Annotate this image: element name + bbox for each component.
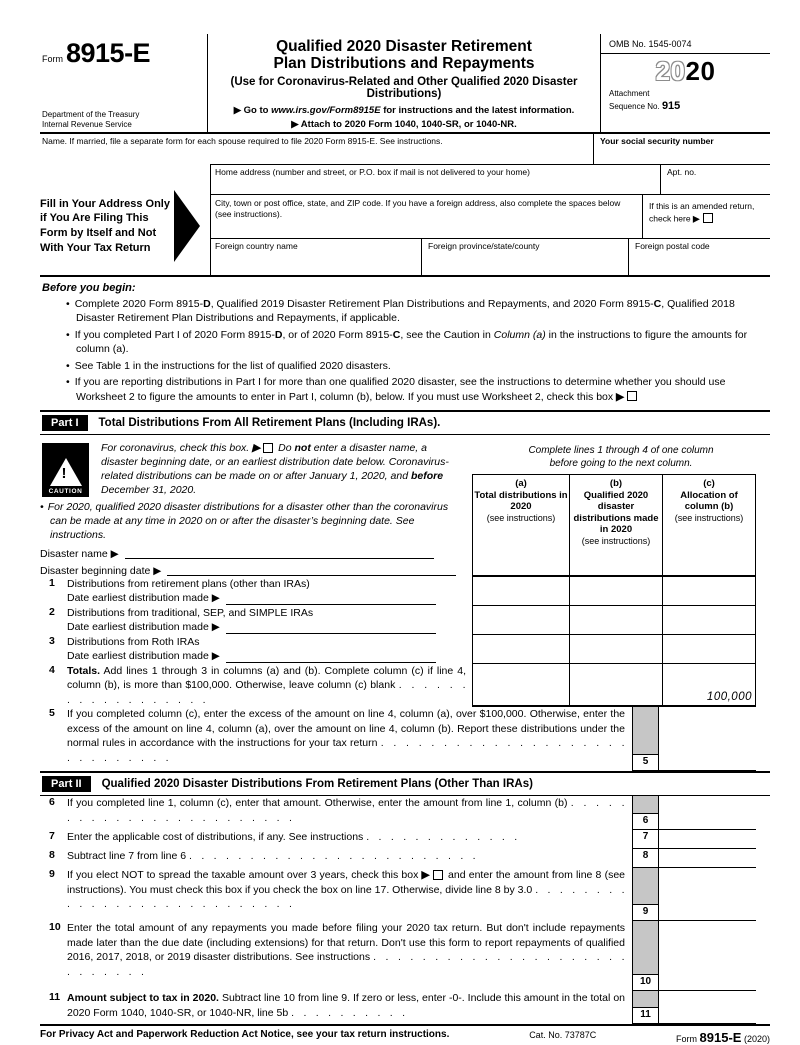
attachment-sequence: Attachment Sequence No. 915: [609, 89, 681, 113]
complete-columns-note: Complete lines 1 through 4 of one column before going to the next column.: [528, 445, 714, 470]
line7-text: Enter the applicable cost of distributions, if any. See instructions: [67, 831, 367, 844]
line3-col-a-cell[interactable]: [472, 635, 569, 664]
before-heading: Before you begin:: [42, 281, 136, 294]
line11-box-number: 11: [633, 1007, 658, 1023]
form-header: [40, 34, 770, 134]
line2-col-c-cell[interactable]: [662, 606, 756, 635]
line4-number: 4: [49, 663, 55, 676]
line9-text: If you elect NOT to spread the taxable amount over 3 years, check this box ▶ and enter the amount from line 8 (see instructions). You must check this box if you check the box on line 17. Otherwise, divide line 8 by 3.0: [67, 869, 625, 896]
line10-text: Enter the total amount of any repayments you made before filing your 2020 tax return. But don't include repayments made later than the due date (including extensions) for that return. Don't use this form to report repayments of qualified 2016, 2017, 2018, or 2019 disaster distributions. See instructions: [67, 922, 625, 964]
line4-col-b-cell[interactable]: [569, 664, 662, 707]
home-address-field[interactable]: Home address (number and street, or P.O. box if mail is not delivered to your home): [215, 166, 530, 177]
tax-year: 2020: [655, 56, 716, 86]
form-title: Qualified 2020 Disaster Retirement Plan Distributions and Repayments: [273, 38, 535, 73]
line9-shaded-cell: [633, 868, 658, 904]
foreign-country-field[interactable]: Foreign country name: [215, 240, 298, 251]
line1-text: Distributions from retirement plans (other than IRAs): [67, 577, 310, 590]
line2-col-a-cell[interactable]: [472, 606, 569, 635]
apt-no-field[interactable]: Apt. no.: [660, 165, 770, 194]
disaster-date-label: Disaster beginning date ▶: [40, 564, 162, 577]
line6-number: 6: [49, 796, 55, 809]
line3-col-b-cell[interactable]: [569, 635, 662, 664]
form-number-block: [40, 34, 208, 132]
line4-col-a-cell[interactable]: [472, 664, 569, 707]
privacy-notice: For Privacy Act and Paperwork Reduction Act Notice, see your tax return instructions.: [40, 1029, 450, 1041]
line8-box-number: 8: [642, 850, 649, 862]
address-sidebar-text: Fill in Your Address Only if You Are Filing This Form by Itself and Not With Your Tax Return: [40, 197, 170, 255]
line11-row: [40, 991, 770, 1024]
caution-icon: ! CAUTION: [42, 443, 89, 497]
line10-row: [40, 921, 770, 991]
line3-row: [40, 635, 770, 664]
line7-amount-cell[interactable]: [659, 830, 756, 849]
line2-date-label: Date earliest distribution made ▶: [67, 621, 220, 634]
name-field[interactable]: Name. If married, file a separate form for each spouse required to file 2020 Form 8915-E. See instructions.: [42, 135, 443, 146]
line11-number: 11: [49, 991, 61, 1004]
worksheet2-checkbox[interactable]: [627, 391, 637, 401]
omb-block: [600, 34, 770, 132]
line1-date-label: Date earliest distribution made ▶: [67, 592, 220, 605]
line5-amount-cell[interactable]: [659, 707, 756, 771]
line4-col-c-value[interactable]: 100,000: [662, 664, 756, 707]
part1-title: Total Distributions From All Retirement Plans (Including IRAs).: [98, 417, 441, 430]
line9-amount-cell[interactable]: [659, 868, 756, 921]
line5-number: 5: [49, 707, 55, 720]
coronavirus-caution-text: For coronavirus, check this box. ▶ Do not enter a disaster name, a disaster beginning date, or an earliest distribution date below. Coronavirus-related distributions can be made on or after January 1, 2020, and before December 31, 2020.: [101, 442, 449, 496]
name-row: [40, 134, 770, 164]
line8-text: Subtract line 7 from line 6: [67, 850, 189, 863]
right-arrow-icon: [174, 190, 200, 262]
line10-shaded-cell: [633, 921, 658, 974]
attach-line: ▶ Attach to 2020 Form 1040, 1040-SR, or 1040-NR.: [291, 118, 517, 130]
line2-date-input[interactable]: [226, 622, 436, 634]
line11-dot-leader: . . . . . . . . . .: [291, 1006, 406, 1019]
line1-col-b-cell[interactable]: [569, 577, 662, 606]
sequence-number: 915: [661, 100, 681, 113]
part1-header: [40, 410, 770, 435]
before-bullet-3: • See Table 1 in the instructions for the list of qualified 2020 disasters.: [42, 359, 770, 373]
line3-date-input[interactable]: [226, 651, 436, 663]
line9-box-number: 9: [633, 904, 658, 920]
line10-box-number: 10: [633, 974, 658, 990]
line7-row: [40, 830, 770, 849]
column-headers: [472, 474, 756, 577]
line6-amount-cell[interactable]: [659, 796, 756, 830]
line5-text: If you completed column (c), enter the excess of the amount on line 4, column (a), over $100,000. Otherwise, enter the excess of the amount on line 4, column (a), over the amount on line 4, column (b). Report these distributions under the normal rules in accordance with the instructions for your tax return: [67, 708, 625, 750]
goto-instructions-line: ▶ Go to www.irs.gov/Form8915E for instructions and the latest information.: [233, 104, 575, 116]
ssn-field[interactable]: Your social security number: [593, 134, 770, 164]
form-word: Form: [42, 54, 63, 64]
column-b-header: (b) Qualified 2020 disaster distributions made in 2020 (see instructions): [569, 474, 662, 577]
column-c-header: (c) Allocation of column (b) (see instructions): [662, 474, 756, 577]
line9-spread-checkbox[interactable]: [433, 870, 443, 880]
line5-dot-leader: . . . . . . . . . . . . . . . . . . . . . . . . . . . . .: [67, 737, 626, 764]
line10-amount-cell[interactable]: [659, 921, 756, 991]
before-you-begin: [40, 277, 770, 410]
line1-col-c-cell[interactable]: [662, 577, 756, 606]
line1-number: 1: [49, 576, 55, 589]
line1-row: [40, 577, 770, 606]
form-subtitle: (Use for Coronavirus-Related and Other Qualified 2020 Disaster Distributions): [230, 75, 578, 100]
line2-row: [40, 606, 770, 635]
foreign-postal-field[interactable]: Foreign postal code: [628, 239, 770, 275]
line9-number: 9: [49, 868, 55, 881]
line6-row: [40, 796, 770, 830]
city-state-zip-field[interactable]: City, town or post office, state, and ZIP code. If you have a foreign address, also complete the spaces below (see instructions).: [215, 197, 621, 220]
disaster-timing-note: • For 2020, qualified 2020 disaster distributions for a disaster other than the coronavirus can be made at any time in 2020 on or after the disaster’s beginning date. See instructions.: [40, 501, 464, 543]
omb-number: OMB No. 1545-0074: [601, 34, 770, 54]
line5-row: [40, 707, 770, 771]
line7-dot-leader: . . . . . . . . . . . . .: [366, 831, 518, 844]
line6-shaded-cell: [633, 796, 658, 813]
line6-text: If you completed line 1, column (c), enter that amount. Otherwise, enter the amount from line 1, column (b): [67, 797, 571, 810]
line7-box-number: 7: [642, 831, 649, 843]
line3-number: 3: [49, 634, 55, 647]
foreign-province-field[interactable]: Foreign province/state/county: [421, 239, 628, 275]
address-block: [40, 164, 770, 277]
line11-shaded-cell: [633, 991, 658, 1007]
line10-number: 10: [49, 921, 61, 934]
line1-date-input[interactable]: [226, 593, 436, 605]
line2-number: 2: [49, 605, 55, 618]
column-a-header: (a) Total distributions in 2020 (see instructions): [472, 474, 569, 577]
part2-header: [40, 771, 770, 796]
address-sidebar: [40, 164, 210, 275]
line11-amount-cell[interactable]: [659, 991, 756, 1024]
coronavirus-checkbox[interactable]: [263, 443, 273, 453]
amended-return-cell: If this is an amended return, check here ▶: [642, 195, 770, 238]
address-fields: [210, 164, 770, 275]
agency-line-1: Department of the Treasury: [42, 109, 140, 119]
line4-text: Totals. Add lines 1 through 3 in columns (a) and (b). Complete column (c) if line 4, column (b), is more than $100,000. Otherwise, leave column (c) blank: [67, 664, 466, 692]
part1-body: [40, 435, 770, 577]
disaster-name-input[interactable]: [125, 547, 434, 559]
line2-col-b-cell[interactable]: [569, 606, 662, 635]
form-number: 8915-E: [66, 38, 151, 68]
part2-chip: Part II: [42, 776, 91, 792]
amended-return-checkbox[interactable]: [703, 213, 713, 223]
agency-line-2: Internal Revenue Service: [42, 119, 132, 129]
catalog-number: Cat. No. 73787C: [529, 1030, 597, 1041]
line7-number: 7: [49, 830, 55, 843]
line8-number: 8: [49, 849, 55, 862]
line4-row: [40, 664, 770, 707]
line6-dot-leader: . . . . . . . . . . . . . . . . . . . . . . . .: [67, 797, 625, 824]
line3-text: Distributions from Roth IRAs: [67, 635, 200, 648]
line10-dot-leader: . . . . . . . . . . . . . . . . . . . . . . . . . . . .: [67, 951, 626, 978]
line8-row: [40, 849, 770, 868]
form-footer-number: Form 8915-E (2020): [676, 1030, 770, 1045]
line4-dot-leader: . . . . . . . . . . . . . . . . . .: [67, 679, 466, 706]
line9-dot-leader: . . . . . . . . . . . . . . . . . . . . . . . . . . .: [67, 883, 625, 911]
line6-box-number: 6: [633, 813, 658, 829]
agency-lines: [42, 110, 203, 130]
line8-amount-cell[interactable]: [659, 849, 756, 868]
line3-date-label: Date earliest distribution made ▶: [67, 650, 220, 663]
line3-col-c-cell[interactable]: [662, 635, 756, 664]
disaster-date-input[interactable]: [167, 564, 456, 576]
line2-text: Distributions from traditional, SEP, and SIMPLE IRAs: [67, 606, 314, 619]
disaster-name-label: Disaster name ▶: [40, 547, 119, 560]
before-bullet-4: • If you are reporting distributions in Part I for more than one qualified 2020 disaster, see the instructions to determine whether you should use Worksheet 2 to figure the amounts to enter in Part I, column (b), below. If you must use Worksheet 2, check this box ▶: [42, 375, 770, 404]
part2-title: Qualified 2020 Disaster Distributions From Retirement Plans (Other Than IRAs): [101, 778, 533, 791]
form-title-block: [208, 34, 600, 132]
line11-text: Amount subject to tax in 2020. Subtract line 10 from line 9. If zero or less, enter -0-. Include this amount in the total on 2020 Form 1040, 1040-SR, or 1040-NR, line 5b: [67, 992, 625, 1019]
before-bullet-2: • If you completed Part I of 2020 Form 8915-D, or of 2020 Form 8915-C, see the Caution in Column (a) in the instructions to figure the amounts for column (a).: [42, 328, 770, 357]
line1-col-a-cell[interactable]: [472, 577, 569, 606]
line9-row: [40, 868, 770, 921]
line5-box-number: 5: [633, 754, 658, 770]
before-bullet-1: • Complete 2020 Form 8915-D, Qualified 2019 Disaster Retirement Plan Distributions and Repayments, and 2020 Form 8915-C, Qualified 2018 Disaster Retirement Plan Distributions and Repayments, if applicable.: [42, 297, 770, 326]
line5-shaded-cell: [633, 707, 658, 754]
part1-chip: Part I: [42, 415, 88, 431]
form-footer: [40, 1024, 770, 1045]
line8-dot-leader: . . . . . . . . . . . . . . . . . . . . . . . .: [188, 850, 477, 863]
